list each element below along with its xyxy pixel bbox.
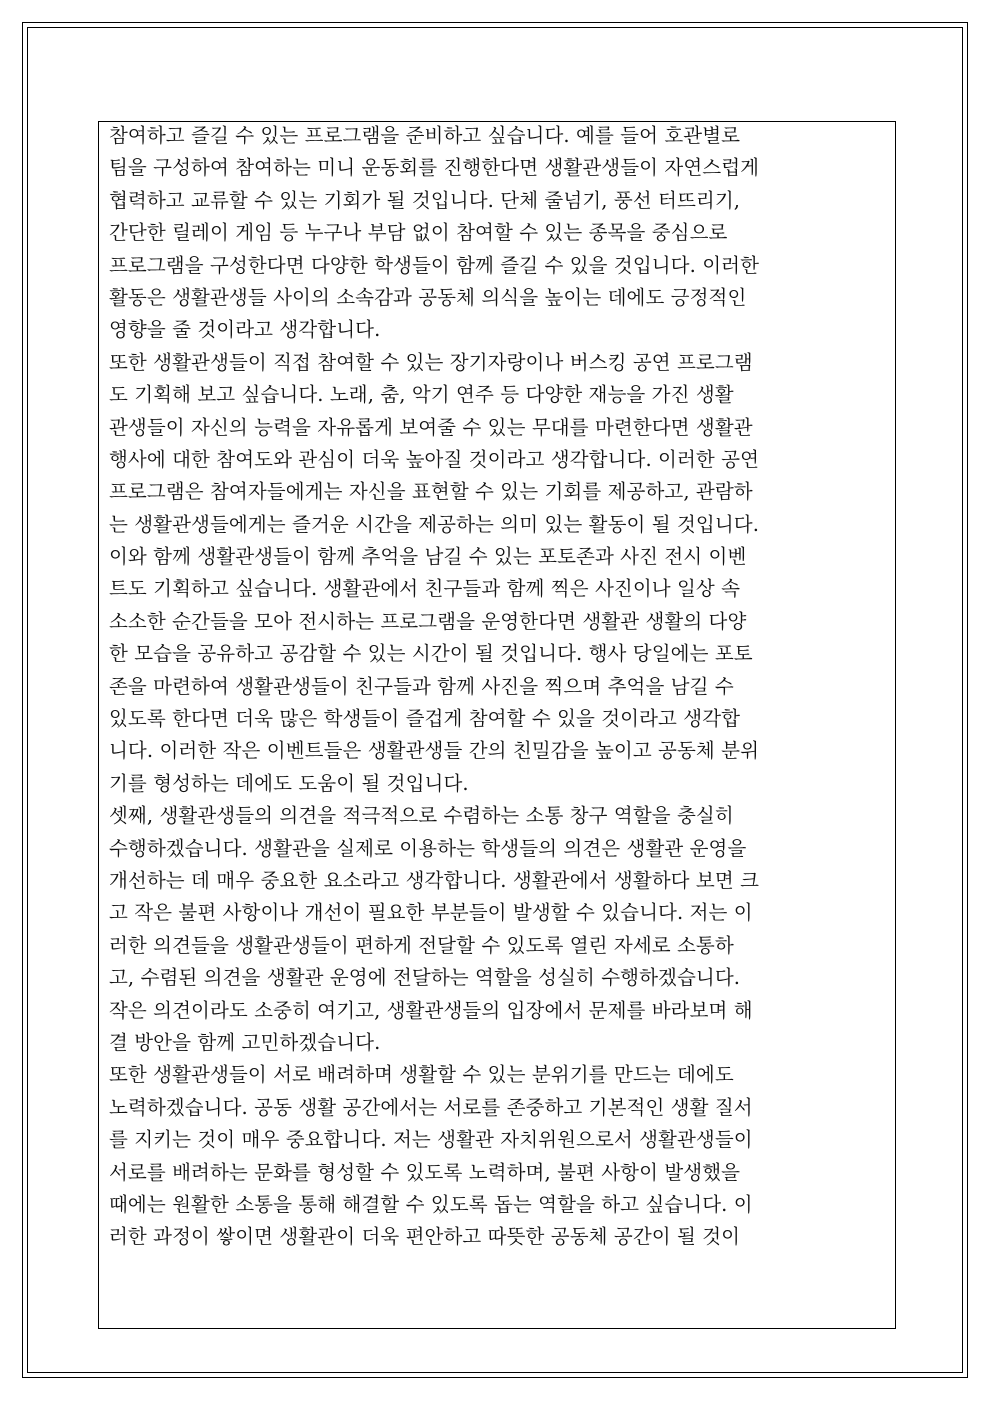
text-line: 셋째, 생활관생들의 의견을 적극적으로 수렴하는 소통 창구 역할을 충실히	[109, 804, 734, 828]
text-line: 한 모습을 공유하고 공감할 수 있는 시간이 될 것입니다. 행사 당일에는 포토	[109, 642, 753, 666]
text-line: 노력하겠습니다. 공동 생활 공간에서는 서로를 존중하고 기본적인 생활 질서	[109, 1095, 753, 1119]
text-line: 소소한 순간들을 모아 전시하는 프로그램을 운영한다면 생활관 생활의 다양	[109, 609, 747, 633]
text-line: 고 작은 불편 사항이나 개선이 필요한 부분들이 발생할 수 있습니다. 저는 이	[109, 901, 753, 925]
text-line: 협력하고 교류할 수 있는 기회가 될 것입니다. 단체 줄넘기, 풍선 터뜨리기,	[109, 188, 741, 212]
text-line: 는 생활관생들에게는 즐거운 시간을 제공하는 의미 있는 활동이 될 것입니다.	[109, 512, 760, 536]
text-line: 개선하는 데 매우 중요한 요소라고 생각합니다. 생활관에서 생활하다 보면 크	[109, 868, 760, 892]
text-line: 참여하고 즐길 수 있는 프로그램을 준비하고 싶습니다. 예를 들어 호관별로	[109, 124, 741, 147]
text-line: 니다. 이러한 작은 이벤트들은 생활관생들 간의 친밀감을 높이고 공동체 분위	[109, 739, 760, 763]
text-line: 기를 형성하는 데에도 도움이 될 것입니다.	[109, 771, 469, 795]
text-line: 때에는 원활한 소통을 통해 해결할 수 있도록 돕는 역할을 하고 싶습니다. 이	[109, 1192, 753, 1216]
text-line: 도 기획해 보고 싶습니다. 노래, 춤, 악기 연주 등 다양한 재능을 가진 생활	[109, 383, 734, 407]
text-line: 팀을 구성하여 참여하는 미니 운동회를 진행한다면 생활관생들이 자연스럽게	[109, 156, 760, 180]
text-line: 작은 의견이라도 소중히 여기고, 생활관생들의 입장에서 문제를 바라보며 해	[109, 998, 753, 1022]
text-line: 이와 함께 생활관생들이 함께 추억을 남길 수 있는 포토존과 사진 전시 이벤	[109, 545, 747, 569]
text-line: 트도 기획하고 싶습니다. 생활관에서 친구들과 함께 찍은 사진이나 일상 속	[109, 577, 741, 601]
text-line: 존을 마련하여 생활관생들이 친구들과 함께 사진을 찍으며 추억을 남길 수	[109, 674, 734, 698]
text-line: 관생들이 자신의 능력을 자유롭게 보여줄 수 있는 무대를 마련한다면 생활관	[109, 415, 753, 439]
text-line: 있도록 한다면 더욱 많은 학생들이 즐겁게 참여할 수 있을 것이라고 생각합	[109, 707, 741, 731]
text-line: 간단한 릴레이 게임 등 누구나 부담 없이 참여할 수 있는 종목을 중심으로	[109, 221, 728, 245]
text-line: 고, 수렴된 의견을 생활관 운영에 전달하는 역할을 성실히 수행하겠습니다.	[109, 966, 741, 990]
text-line: 영향을 줄 것이라고 생각합니다.	[109, 318, 381, 342]
text-line: 또한 생활관생들이 직접 참여할 수 있는 장기자랑이나 버스킹 공연 프로그램	[109, 350, 753, 374]
text-line: 러한 과정이 쌓이면 생활관이 더욱 편안하고 따뜻한 공동체 공간이 될 것이	[109, 1225, 741, 1249]
text-line: 또한 생활관생들이 서로 배려하며 생활할 수 있는 분위기를 만드는 데에도	[109, 1063, 734, 1087]
text-line: 프로그램은 참여자들에게는 자신을 표현할 수 있는 기회를 제공하고, 관람하	[109, 480, 753, 504]
text-line: 수행하겠습니다. 생활관을 실제로 이용하는 학생들의 의견은 생활관 운영을	[109, 836, 747, 860]
text-line: 를 지키는 것이 매우 중요합니다. 저는 생활관 자치위원으로서 생활관생들이	[109, 1128, 753, 1152]
essay-text-box	[98, 121, 896, 1329]
text-line: 행사에 대한 참여도와 관심이 더욱 높아질 것이라고 생각합니다. 이러한 공연	[109, 447, 760, 471]
text-line: 러한 의견들을 생활관생들이 편하게 전달할 수 있도록 열린 자세로 소통하	[109, 933, 734, 957]
text-line: 프로그램을 구성한다면 다양한 학생들이 함께 즐길 수 있을 것입니다. 이러한	[109, 253, 760, 277]
text-line: 결 방안을 함께 고민하겠습니다.	[109, 1030, 381, 1054]
text-line: 서로를 배려하는 문화를 형성할 수 있도록 노력하며, 불편 사항이 발생했을	[109, 1160, 741, 1184]
text-line: 활동은 생활관생들 사이의 소속감과 공동체 의식을 높이는 데에도 긍정적인	[109, 285, 747, 309]
